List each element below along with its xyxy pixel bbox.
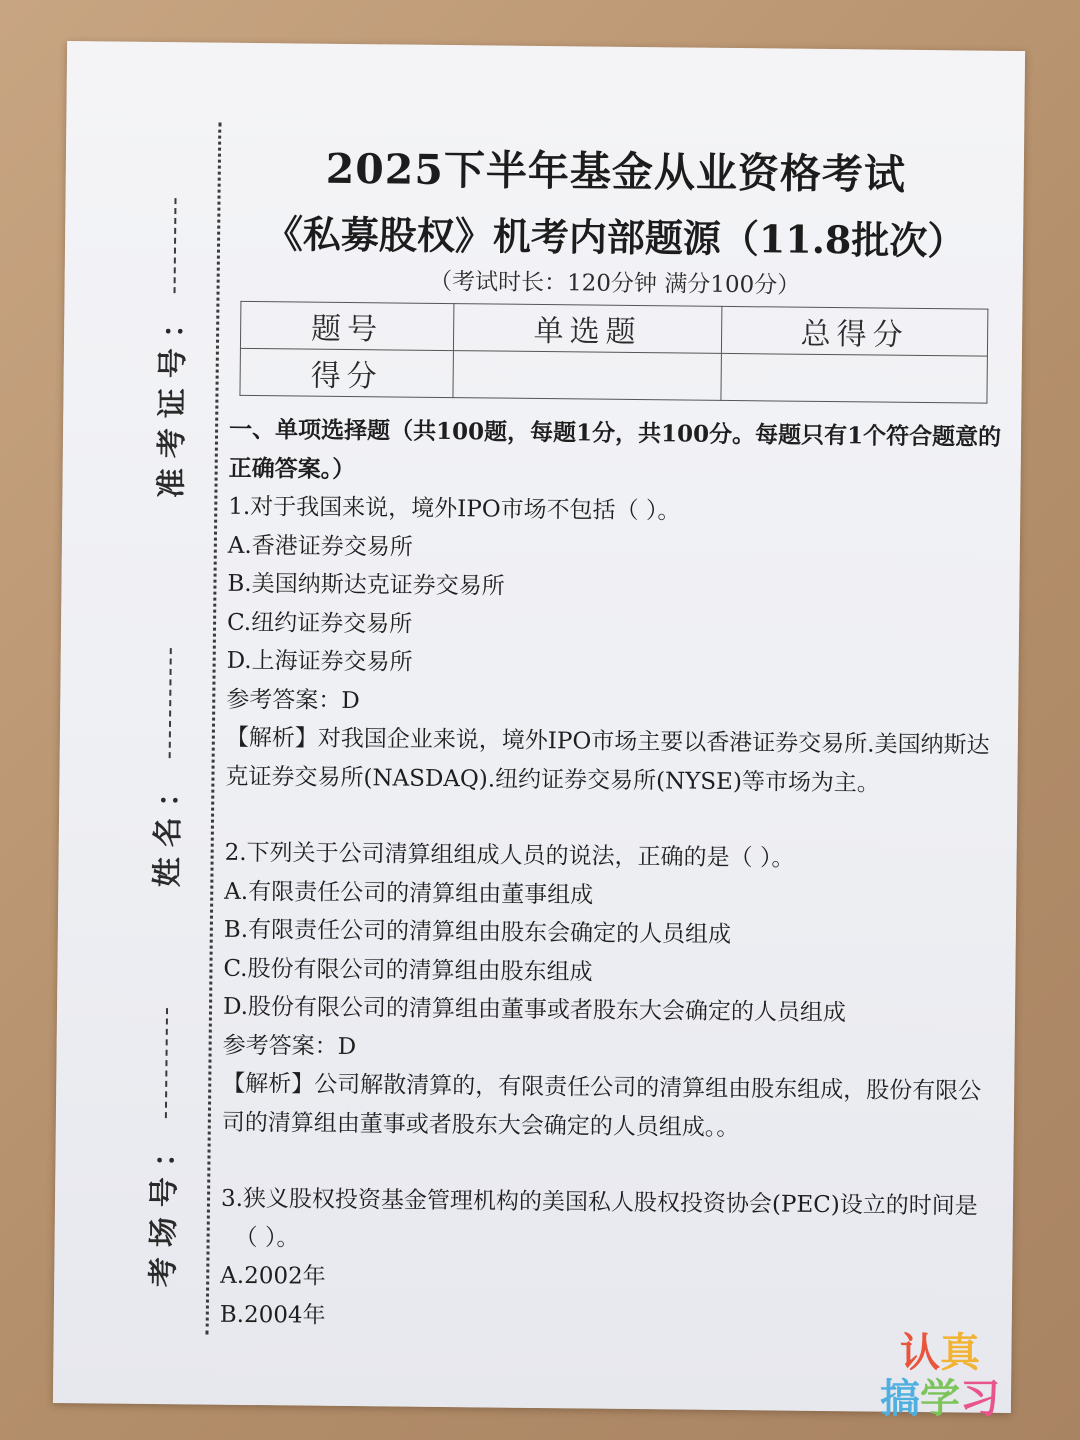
exam-paper xyxy=(53,41,1025,1413)
exam-subject-title: 《私募股权》机考内部题源（11.8批次） xyxy=(264,211,966,264)
reference-answer: 参考答案：D xyxy=(222,1032,357,1060)
option: B.2004年 xyxy=(219,1301,326,1329)
label-char: ： xyxy=(156,307,192,339)
label-char: ： xyxy=(147,1136,183,1168)
score-table xyxy=(239,301,988,404)
watermark-char: 认 xyxy=(900,1330,940,1376)
watermark-char: 搞 xyxy=(880,1376,920,1422)
ticket-number-text xyxy=(150,303,196,503)
option: C.纽约证券交易所 xyxy=(226,609,413,638)
analysis: 司的清算组由董事或者股东大会确定的人员组成。。 xyxy=(221,1109,740,1141)
label-char: 号 xyxy=(146,1176,183,1208)
watermark-line1 xyxy=(880,1330,1000,1376)
option: B.美国纳斯达克证券交易所 xyxy=(227,570,505,600)
score-cell xyxy=(453,351,721,401)
score-cell: 总得分 xyxy=(721,306,987,356)
score-cell: 题号 xyxy=(240,301,453,350)
option: D.股份有限公司的清算组由董事或者股东大会确定的人员组成 xyxy=(222,993,847,1027)
watermark-sticker xyxy=(880,1330,1000,1422)
name-text xyxy=(146,772,191,892)
watermark-char: 真 xyxy=(940,1330,980,1376)
label-char: 号 xyxy=(155,347,191,379)
ticket-number-label xyxy=(150,192,197,503)
score-cell xyxy=(721,353,987,403)
label-char: 场 xyxy=(146,1216,182,1248)
score-table-score-row xyxy=(240,348,987,403)
watermark-char: 学 xyxy=(920,1376,960,1422)
exam-duration-note: （考试时长：120分钟 满分100分） xyxy=(428,268,801,299)
section-heading: 正确答案。） xyxy=(228,454,356,483)
question-stem: 1.对于我国来说，境外IPO市场不包括（ ）。 xyxy=(228,493,681,525)
analysis: 【解析】对我国企业来说，境外IPO市场主要以香港证券交易所.美国纳斯达 xyxy=(225,724,990,759)
watermark-line2 xyxy=(880,1376,1000,1422)
score-cell: 单选题 xyxy=(453,304,721,354)
label-char: 证 xyxy=(155,387,191,419)
binding-line xyxy=(206,123,222,1335)
reference-answer: 参考答案：D xyxy=(226,686,360,714)
option: A.有限责任公司的清算组由董事组成 xyxy=(224,878,594,909)
exam-title: 2025下半年基金从业资格考试 xyxy=(325,144,907,199)
exam-content xyxy=(220,411,1025,1342)
analysis: 【解析】公司解散清算的，有限责任公司的清算组由股东组成，股份有限公 xyxy=(222,1070,982,1105)
name-blank xyxy=(169,648,172,758)
ticket-number-blank xyxy=(174,198,177,293)
score-cell: 得分 xyxy=(240,348,453,397)
question-stem: 3.狭义股权投资基金管理机构的美国私人股权投资协会(PEC)设立的时间是 xyxy=(220,1185,978,1220)
label-char: 姓 xyxy=(150,856,186,888)
label-char: 考 xyxy=(146,1256,182,1288)
label-char: 名 xyxy=(150,816,187,848)
option: A.香港证券交易所 xyxy=(227,532,413,561)
question-stem: （ ）。 xyxy=(234,1224,300,1252)
analysis: 克证券交易所(NASDAQ).纽约证券交易所(NYSE)等市场为主。 xyxy=(225,763,881,797)
option: C.股份有限公司的清算组由股东组成 xyxy=(223,955,593,986)
label-char: 准 xyxy=(154,467,190,499)
name-label xyxy=(146,642,193,892)
watermark-char: 习 xyxy=(960,1376,1000,1422)
section-heading: 一、单项选择题（共100题，每题1分，共100分。每题只有1个符合题意的 xyxy=(228,415,1002,451)
room-number-blank xyxy=(165,1008,168,1118)
label-char: ： xyxy=(151,776,187,808)
option: A.2002年 xyxy=(220,1262,326,1290)
label-char: 考 xyxy=(154,427,191,459)
option: D.上海证券交易所 xyxy=(226,647,413,676)
score-table-header-row xyxy=(240,301,987,356)
option: B.有限责任公司的清算组由股东会确定的人员组成 xyxy=(223,916,732,949)
room-number-label xyxy=(142,1002,189,1292)
room-number-text xyxy=(142,1132,188,1292)
question-stem: 2.下列关于公司清算组组成人员的说法，正确的是（ ）。 xyxy=(224,839,795,872)
